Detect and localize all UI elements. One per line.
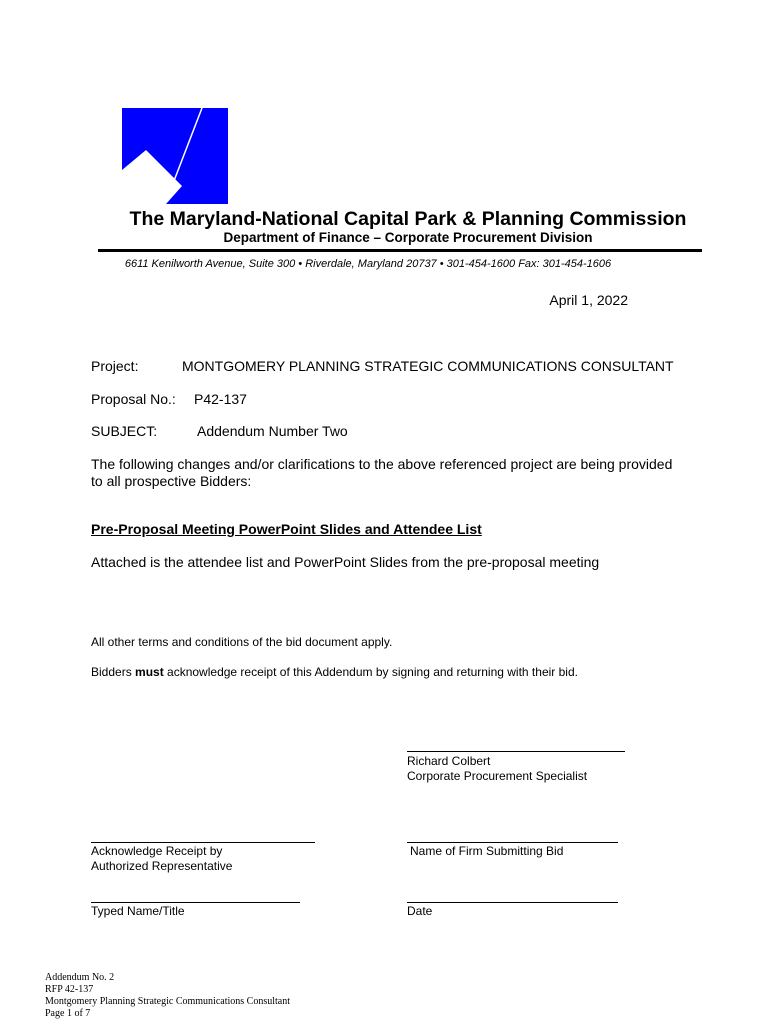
signer-title: Corporate Procurement Specialist xyxy=(407,769,588,783)
date-label: Date xyxy=(407,904,433,918)
subject-value: Addendum Number Two xyxy=(197,423,348,439)
ack-label-line-2: Authorized Representative xyxy=(91,859,233,873)
acknowledge-prefix: Bidders xyxy=(91,665,136,679)
footer-addendum: Addendum No. 2 xyxy=(45,972,115,983)
signer-signature-line xyxy=(407,751,625,752)
firm-name-label: Name of Firm Submitting Bid xyxy=(410,844,564,858)
footer-page: Page 1 of 7 xyxy=(45,1008,91,1019)
letter-date: April 1, 2022 xyxy=(549,292,628,308)
intro-line-2: to all prospective Bidders: xyxy=(91,473,252,489)
typed-name-line[interactable] xyxy=(91,902,300,903)
mncppc-logo xyxy=(122,108,228,204)
section-body: Attached is the attendee list and PowerPoint Slides from the pre-proposal meeting xyxy=(91,554,600,570)
org-address: 6611 Kenilworth Avenue, Suite 300 • Riverdale, Maryland 20737 • 301-454-1600 Fax: 301-454-1606 xyxy=(124,258,612,270)
typed-name-label: Typed Name/Title xyxy=(91,904,185,918)
signer-name: Richard Colbert xyxy=(407,754,491,768)
footer-project: Montgomery Planning Strategic Communications Consultant xyxy=(45,996,290,1007)
intro-line-1: The following changes and/or clarifications to the above referenced project are being provided xyxy=(91,456,673,472)
date-line[interactable] xyxy=(407,902,618,903)
terms-text: All other terms and conditions of the bid document apply. xyxy=(91,635,393,649)
section-heading: Pre-Proposal Meeting PowerPoint Slides and Attendee List xyxy=(91,521,482,537)
ack-signature-line[interactable] xyxy=(91,842,315,843)
project-value: MONTGOMERY PLANNING STRATEGIC COMMUNICATIONS CONSULTANT xyxy=(182,358,674,374)
subject-label: SUBJECT: xyxy=(91,423,158,439)
acknowledge-emphasis: must xyxy=(135,665,164,679)
footer-rfp: RFP 42-137 xyxy=(45,984,94,995)
ack-label-line-1: Acknowledge Receipt by xyxy=(91,844,223,858)
acknowledge-suffix: acknowledge receipt of this Addendum by signing and returning with their bid. xyxy=(163,665,578,679)
project-label: Project: xyxy=(91,358,139,374)
proposal-label: Proposal No.: xyxy=(91,391,176,407)
org-title: The Maryland-National Capital Park & Planning Commission xyxy=(129,208,687,230)
header-rule xyxy=(98,249,702,252)
acknowledge-text xyxy=(91,665,578,679)
department-name: Department of Finance – Corporate Procurement Division xyxy=(223,230,593,245)
firm-name-line[interactable] xyxy=(407,842,618,843)
proposal-value: P42-137 xyxy=(194,391,247,407)
